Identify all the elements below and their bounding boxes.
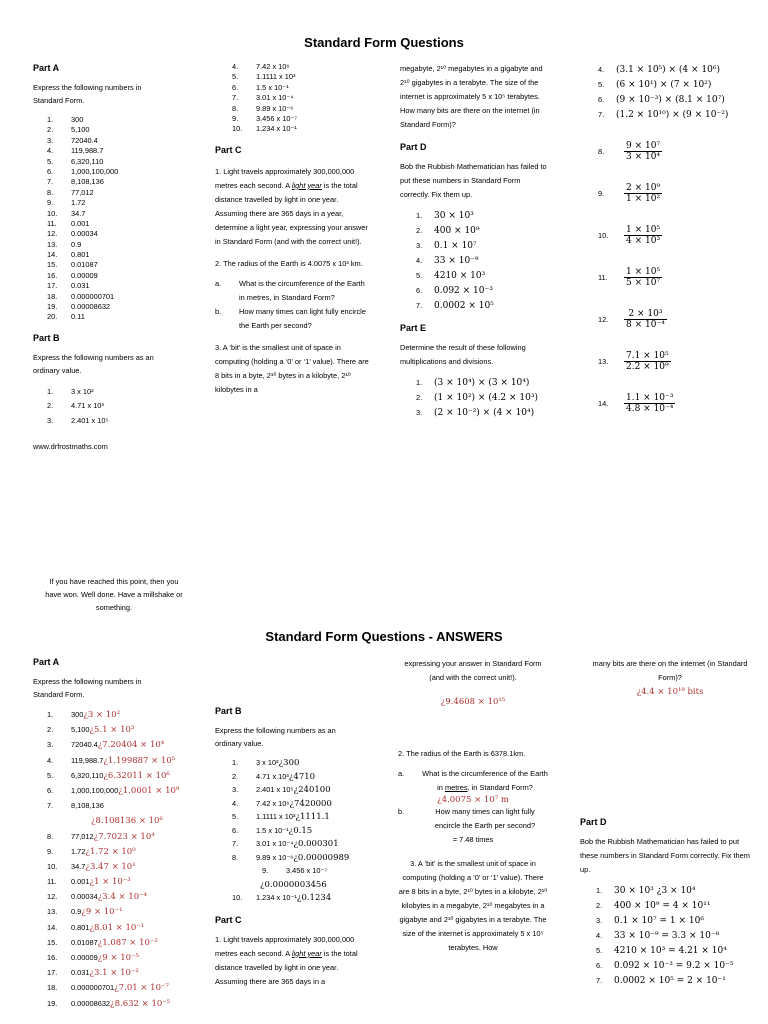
list-item: 11. 0.001¿1 × 10⁻³ xyxy=(47,877,131,888)
part-b-heading: Part B xyxy=(33,332,60,343)
list-item: 4. 7.42 x 10⁶ xyxy=(232,62,290,71)
answers-part-b-instruction: Express the following numbers as an ordinary value. xyxy=(215,726,336,748)
fraction-item: 8. $\frac{\text{9 × 10⁷}}{\text{3 × 10⁴}}$ xyxy=(598,140,661,162)
answer-light-year: ¿9.4608 × 10¹⁵ xyxy=(440,697,506,707)
list-item: 6. 0.092 × 10⁻³ xyxy=(416,286,493,296)
list-item: 5. (6 × 10¹) × (7 × 10²) xyxy=(598,80,712,90)
part-b-instruction: Express the following numbers as an ordinary value. xyxy=(33,352,154,375)
list-item: 4. 33 × 10⁻⁹ xyxy=(416,256,479,266)
list-item: 6. 1,000,100,000¿1.0001 × 10⁹ xyxy=(47,785,180,796)
part-c-question-3-continued: megabyte, 2¹⁰ megabytes in a gigabyte and 2¹⁰ gigabytes in a terabyte. The size of the internet is approximately 5 x 10⁵ terabytes. How many bits are there on the internet (in Standard Form)? xyxy=(400,64,543,129)
list-item: 5. 4210 × 10³ = 4.21 × 10⁴ xyxy=(596,946,727,956)
list-item: 12. 0.00034¿3.4 × 10⁻⁴ xyxy=(47,892,148,903)
answers-part-c-question-2a: a. What is the circumference of the Earth in metres, in Standard Form? xyxy=(398,769,548,792)
list-item: 6. (9 × 10⁻³) × (8.1 × 10⁷) xyxy=(598,95,725,105)
list-item: 4. (3.1 × 10⁵) × (4 × 10⁶) xyxy=(598,65,720,75)
part-c-question-1: 1. Light travels approximately 300,000,000 metres each second. A light year is the total distance travelled by light in one year. Assuming there are 365 days in a year, determine a light year, expressing your answer in Standard Form (and with the correct unit!). xyxy=(215,166,368,246)
list-item: 13. 0.9 xyxy=(47,239,82,249)
answers-part-c-question-1-continued: expressing your answer in Standard Form (and with the correct unit!). xyxy=(404,659,542,682)
list-item: 2. (1 × 10²) × (4.2 × 10³) xyxy=(416,393,538,403)
answers-part-c-heading: Part C xyxy=(215,914,242,925)
list-item: 9. 1.72 xyxy=(47,198,86,208)
list-item-answer: ¿0.0000003456 xyxy=(260,879,327,890)
list-item: 2. 5,100¿5.1 × 10³ xyxy=(47,725,135,736)
part-c-question-2: 2. The radius of the Earth is 4.0075 x 10³ km. xyxy=(215,258,363,268)
part-c-heading: Part C xyxy=(215,144,242,155)
list-item: 10. 34.7¿3.47 × 10¹ xyxy=(47,861,136,872)
list-item: 8. 77,012 xyxy=(47,187,94,197)
answers-title: Standard Form Questions - ANSWERS xyxy=(265,629,503,644)
list-item: 4. 33 × 10⁻⁹ = 3.3 × 10⁻⁸ xyxy=(596,931,720,941)
part-e-heading: Part E xyxy=(400,323,427,333)
list-item: 7. 0.0002 × 10⁵ xyxy=(416,301,494,311)
list-item: 9. 3.456 x 10⁻⁷ xyxy=(262,866,328,875)
list-item: 3. 72040.4¿7.20404 × 10⁴ xyxy=(47,740,165,751)
list-item: 1. (3 × 10⁴) × (3 × 10⁴) xyxy=(416,378,530,388)
answer-circumference: ¿4.0075 × 10⁷ m xyxy=(437,795,509,805)
list-item: 15. 0.01087 xyxy=(47,260,98,270)
part-b-list xyxy=(33,385,183,429)
list-item: 3. 0.1 × 10⁷ xyxy=(416,241,477,251)
list-item: 7. (1.2 × 10¹⁰) × (9 × 10⁻²) xyxy=(598,110,729,120)
list-item: 12. 0.00034 xyxy=(47,229,98,239)
list-item: 14. 0.801 xyxy=(47,250,90,260)
answers-part-c-question-3-continued: many bits are there on the internet (in Standard Form)? xyxy=(592,659,748,682)
list-item: 18. 0.000000701 xyxy=(47,291,115,301)
answers-column-3 xyxy=(398,657,548,955)
list-item: 17. 0.031¿3.1 × 10⁻² xyxy=(47,968,139,979)
list-item: 7. 8,108,136 xyxy=(47,801,104,811)
answers-part-d-heading: Part D xyxy=(580,817,607,827)
answers-part-a-heading: Part A xyxy=(33,657,60,667)
list-item: 1. 3 x 10²¿300 xyxy=(232,758,300,768)
list-item: 7. 0.0002 × 10⁵ = 2 × 10⁻¹ xyxy=(596,976,726,986)
list-item: 1. 30 × 10³ ¿3 × 10⁴ xyxy=(596,886,696,896)
list-item: 10. 1.234 x 10⁻¹ xyxy=(232,124,297,134)
list-item: 9. 3.456 x 10⁻⁷ xyxy=(232,113,298,123)
answers-part-c-question-3: 3. A ‘bit’ is the smallest unit of space in computing (holding a ‘0’ or ‘1’ value). There are 8 bits in a byte, 2¹⁰ bytes in a kilobyte, 2¹⁰ kilobytes in a megabyte, 2¹⁰ megabytes in a gigabyte and 2¹⁰ gigabytes in a terabyte. The size of the internet is approximately 5 x 10⁵ terabytes. How xyxy=(398,859,548,952)
part-d-list xyxy=(400,208,550,313)
list-item: 14. 0.801¿8.01 × 10⁻¹ xyxy=(47,922,145,933)
questions-column-1 xyxy=(33,63,183,453)
answers-column-4 xyxy=(580,657,760,988)
fraction-item: 11. $\frac{\text{1 × 10⁵}}{\text{5 × 10⁷}}$ xyxy=(598,266,661,288)
part-c-question-3: 3. A ‘bit’ is the smallest unit of space in computing (holding a ‘0’ or ‘1’ value). There are 8 bits in a byte, 2¹⁰ bytes in a kilobyte, 2¹⁰ kilobytes in a xyxy=(215,342,369,394)
list-item: 20. 0.11 xyxy=(47,312,85,322)
part-e-list-continued xyxy=(598,62,758,122)
answer-bits: ¿4.4 × 10¹⁹ bits xyxy=(636,687,704,697)
list-item: 18. 0.000000701¿7.01 × 10⁻⁷ xyxy=(47,983,169,994)
fraction-item: 12. $\frac{\text{2 × 10³}}{\text{8 × 10⁻⁴}}$ xyxy=(598,308,665,330)
page-title: Standard Form Questions xyxy=(304,35,464,50)
answers-part-a-instruction: Express the following numbers in Standard Form. xyxy=(33,677,142,699)
list-item: 5. 1.1111 x 10³ xyxy=(232,72,296,82)
answers-part-d-instruction: Bob the Rubbish Mathematician has failed to put these numbers in Standard Form correctly. Fix them up. xyxy=(580,837,750,874)
list-item: 2. 400 × 10⁹ xyxy=(416,226,480,236)
questions-column-4 xyxy=(598,62,758,424)
list-item: 6. 1.5 x 10⁻¹ xyxy=(232,82,289,92)
list-item: 4. 7.42 x 10⁶¿7420000 xyxy=(232,798,332,809)
part-a-list xyxy=(33,115,183,323)
fraction-item: 10. $\frac{\text{1 × 10⁵}}{\text{4 × 10³}}$ xyxy=(598,224,661,246)
list-item: 3. 0.1 × 10⁷ = 1 × 10⁶ xyxy=(596,916,704,926)
questions-column-2 xyxy=(215,62,370,397)
part-e-list xyxy=(400,375,550,420)
list-item: 5. 6,320,110¿6.32011 × 10⁶ xyxy=(47,770,170,781)
answers-part-c-question-2: 2. The radius of the Earth is 6378.1km. xyxy=(398,749,526,758)
answers-part-d-list xyxy=(580,883,760,988)
part-d-heading: Part D xyxy=(400,142,427,152)
list-item: 13. 0.9¿9 × 10⁻¹ xyxy=(47,907,123,918)
list-item: 1. 30 × 10³ xyxy=(416,211,474,221)
answer-encircle: = 7.48 times xyxy=(452,835,494,844)
list-item: 8. 9.89 x 10⁻⁶ xyxy=(232,103,294,113)
list-item: 6. 1,000,100,000 xyxy=(47,166,119,176)
list-item: 6. 0.092 × 10⁻³ = 9.2 × 10⁻⁵ xyxy=(596,961,734,971)
list-item: 5. 4210 × 10³ xyxy=(416,271,486,281)
list-item: 3. 2.401 x 10⁵¿240100 xyxy=(232,785,331,795)
list-item: 1. 3 x 10² xyxy=(47,386,94,396)
list-item: 1. 300¿3 × 10² xyxy=(47,710,121,720)
list-item: 7. 8,108,136 xyxy=(47,177,104,187)
list-item: 2. 5,100 xyxy=(47,125,90,135)
fraction-item: 13. $\frac{\text{7.1 × 10⁵}}{\text{2.2 × 10⁹}}$ xyxy=(598,350,669,372)
answers-column-2 xyxy=(215,706,365,989)
list-item: 11. 0.001 xyxy=(47,218,90,228)
questions-column-3 xyxy=(400,62,550,420)
fraction-item: 9. $\frac{\text{2 × 10⁹}}{\text{1 × 10²}}$ xyxy=(598,182,661,204)
part-a-heading: Part A xyxy=(33,63,60,73)
answers-part-b-list xyxy=(215,756,365,905)
part-c-question-2a: a. What is the circumference of the Earth in metres, in Standard Form? xyxy=(215,278,365,302)
part-b-list-continued xyxy=(215,62,370,135)
list-item: 19. 0.00008632 xyxy=(47,302,111,312)
list-item: 15. 0.01087¿1.087 × 10⁻² xyxy=(47,937,158,948)
list-item: 7. 3.01 x 10⁻⁴¿0.000301 xyxy=(232,839,339,849)
list-item: 10. 34.7 xyxy=(47,208,86,218)
list-item: 6. 1.5 x 10⁻¹¿0.15 xyxy=(232,825,313,836)
list-item: 4. 119,988.7 xyxy=(47,146,104,156)
part-e-instruction: Determine the result of these following multiplications and divisions. xyxy=(400,343,526,366)
list-item: 1. 300 xyxy=(47,115,84,124)
website-link[interactable]: www.drfrostmaths.com xyxy=(33,442,108,452)
list-item: 2. 4.71 x 10³¿4710 xyxy=(232,771,316,782)
list-item: 16. 0.00009 xyxy=(47,270,98,280)
part-c-question-2b: b. How many times can light fully encircle the Earth per second? xyxy=(215,306,366,330)
answers-part-c-question-2b: b. How many times can light fully encircle the Earth per second? xyxy=(398,807,536,830)
answers-part-b-heading: Part B xyxy=(215,706,242,716)
list-item: 19. 0.00008632¿8.632 × 10⁻⁵ xyxy=(47,998,171,1009)
list-item: 5. 6,320,110 xyxy=(47,156,104,166)
fraction-item: 14. $\frac{\text{1.1 × 10⁻³}}{\text{4.8 × 10⁻⁴}}$ xyxy=(598,392,674,414)
list-item: 3. 72040.4 xyxy=(47,135,98,145)
list-item: 8. 9.89 x 10⁻⁶¿0.00000989 xyxy=(232,852,350,863)
list-item: 3. (2 × 10⁻²) × (4 × 10⁴) xyxy=(416,408,535,418)
list-item: 7. 3.01 x 10⁻⁴ xyxy=(232,93,294,103)
list-item: 9. 1.72¿1.72 × 10⁰ xyxy=(47,846,136,857)
list-item-answer: ¿8.108136 × 10⁶ xyxy=(91,816,163,827)
list-item: 4. 119,988.7¿1.199887 × 10⁵ xyxy=(47,755,176,766)
answers-column-1 xyxy=(33,657,208,1011)
part-a-instruction: Express the following numbers in Standard Form. xyxy=(33,83,142,105)
list-item: 16. 0.00009¿9 × 10⁻⁵ xyxy=(47,953,139,963)
part-e-fractions xyxy=(598,130,758,424)
list-item: 8. 77,012¿7.7023 × 10⁴ xyxy=(47,831,155,842)
won-message: If you have reached this point, then you have won. Well done. Have a millshake or something. xyxy=(45,577,183,612)
list-item: 2. 4.71 x 10³ xyxy=(47,401,104,411)
list-item: 17. 0.031 xyxy=(47,281,90,291)
list-item: 5. 1.1111 x 10³¿1111.1 xyxy=(232,812,330,822)
answers-part-c-question-1: 1. Light travels approximately 300,000,000 metres each second. A light year is the total distance travelled by light in one year. Assuming there are 365 days in a xyxy=(215,934,358,986)
answers-part-a-list xyxy=(33,707,208,1011)
list-item: 10. 1.234 x 10⁻¹¿0.1234 xyxy=(232,893,332,903)
list-item: 3. 2.401 x 10⁵ xyxy=(47,415,109,425)
part-d-instruction: Bob the Rubbish Mathematician has failed to put these numbers in Standard Form correctly. Fix them up. xyxy=(400,162,547,199)
list-item: 2. 400 × 10⁹ = 4 × 10¹¹ xyxy=(596,901,711,911)
